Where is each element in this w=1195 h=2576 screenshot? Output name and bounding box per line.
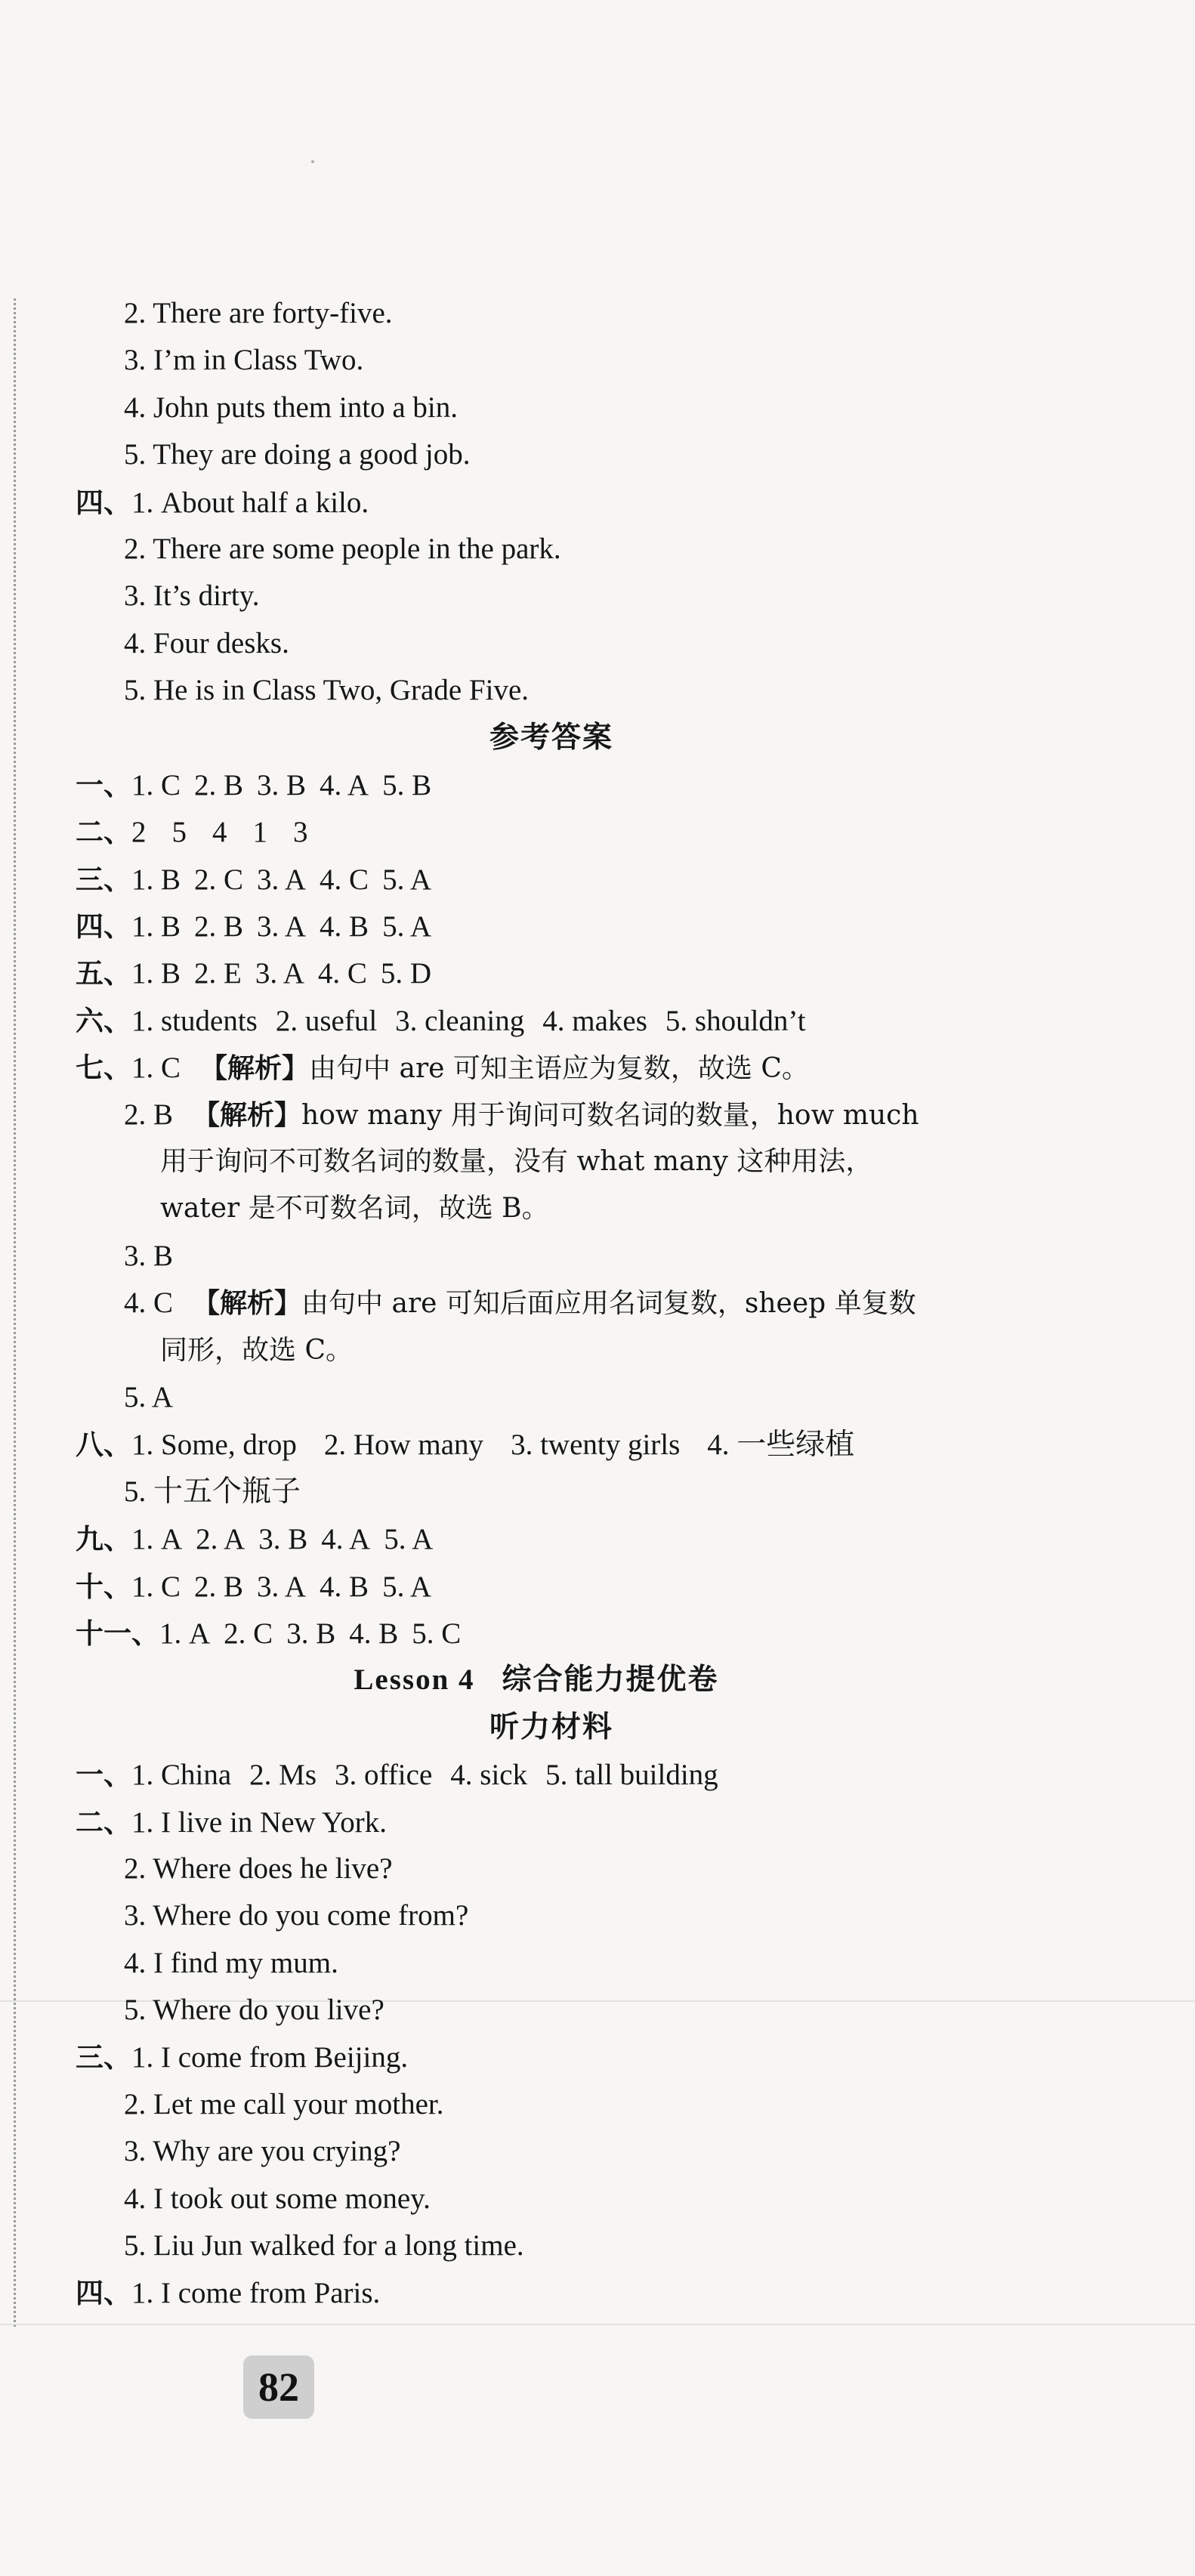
binding-margin-line <box>14 298 16 2327</box>
answer: 2. C <box>224 1617 273 1650</box>
answer-row <box>76 1563 1027 1610</box>
answer: 2. B <box>194 768 244 802</box>
answer: 3. twenty girls <box>511 1429 681 1462</box>
answer: 4. makes <box>542 1004 647 1037</box>
answer: 1. B <box>131 957 181 990</box>
analysis-tag: 【解析】 <box>200 1052 310 1085</box>
text-line: 3. It’s dirty. <box>124 579 260 613</box>
answer: 5. A <box>382 910 432 944</box>
answer: 2. C <box>194 863 244 896</box>
text: 1. I come from Paris. <box>131 2277 381 2310</box>
answer: 2. How many <box>323 1429 484 1462</box>
answer-row: 5. 十五个瓶子 <box>124 1475 301 1508</box>
answer: 5. C <box>412 1617 462 1650</box>
section-label: 八、 <box>76 1428 131 1462</box>
answer: 4. C <box>124 1286 174 1320</box>
answer: 4. sick <box>450 1759 528 1792</box>
answer: 3. A <box>255 957 304 990</box>
answer: 2 <box>131 816 147 849</box>
answer: 1. B <box>131 910 181 944</box>
text-line: 4. I find my mum. <box>124 1946 338 1979</box>
answer: 3. B <box>258 1523 308 1556</box>
answer-row <box>76 997 1027 1044</box>
text-line: 3. Where do you come from? <box>124 1899 469 1932</box>
answer: 3. B <box>286 1617 336 1650</box>
scan-mark <box>311 160 314 163</box>
text-line: 3. Why are you crying? <box>124 2135 401 2168</box>
text-line: 2. There are some people in the park. <box>124 532 561 565</box>
analysis-text: 同形，故选 C。 <box>160 1334 353 1366</box>
section-label: 七、 <box>76 1051 131 1085</box>
text-line: 2. There are forty-five. <box>124 297 393 329</box>
lesson-title: Lesson 4 <box>354 1663 475 1697</box>
answer: 1. students <box>131 1004 258 1037</box>
answer: 5. B <box>382 768 432 802</box>
answer: 1. C <box>131 768 181 802</box>
answer: 1 <box>252 816 267 849</box>
answer: 4. C <box>320 863 369 896</box>
text-line: 4. John puts them into a bin. <box>124 391 458 424</box>
text-line <box>76 2269 1027 2316</box>
answer: 2. A <box>196 1523 245 1556</box>
answer: 4. A <box>321 1523 371 1556</box>
text-line: 5. Liu Jun walked for a long time. <box>124 2229 524 2262</box>
answer: 4. 一些绿植 <box>707 1429 855 1462</box>
text: 1. About half a kilo. <box>131 486 369 519</box>
answer-row <box>76 1421 1027 1468</box>
analysis-text: 用于询问不可数名词的数量，没有 what many 这种用法， <box>160 1146 873 1178</box>
answer: 5. shouldn’t <box>665 1004 806 1037</box>
text-line: 3. I’m in Class Two. <box>124 344 364 377</box>
answer: 5 <box>171 816 187 849</box>
answer: 2. B <box>124 1098 174 1131</box>
answer: 1. Some, drop <box>131 1429 297 1462</box>
answer-row <box>76 856 1027 903</box>
analysis-text: how many 用于询问可数名词的数量，how much <box>301 1099 919 1131</box>
section-label: 五、 <box>76 956 131 990</box>
answer: 4. B <box>320 1570 369 1603</box>
text-line: 2. Let me call your mother. <box>124 2087 444 2120</box>
text-line <box>76 1799 1027 1846</box>
answer-row <box>76 808 1027 855</box>
text-line: 5. Where do you live? <box>124 1994 384 2027</box>
answer: 5. A <box>384 1523 434 1556</box>
lesson-subtitle: 综合能力提优卷 <box>502 1663 719 1697</box>
text-line: 5. He is in Class Two, Grade Five. <box>124 674 530 707</box>
text-line <box>76 2034 1027 2080</box>
answer: 4 <box>212 816 227 849</box>
analysis-tag: 【解析】 <box>193 1098 302 1131</box>
answer: 4. A <box>320 768 369 802</box>
answer: 3. office <box>335 1759 433 1792</box>
answers-title: 参考答案 <box>489 721 613 754</box>
answer: 3. A <box>257 863 307 896</box>
answer-key-content <box>76 290 1027 2317</box>
answer: 1. C <box>131 1052 181 1085</box>
answer-row: 5. A <box>124 1380 174 1413</box>
analysis-text: water 是不可数名词，故选 B。 <box>160 1193 549 1225</box>
answer: 5. tall building <box>545 1759 718 1792</box>
answer: 1. B <box>131 863 181 896</box>
answer: 5. D <box>380 957 432 990</box>
answer: 1. A <box>131 1523 183 1556</box>
answer: 1. A <box>159 1617 211 1650</box>
listening-title: 听力材料 <box>489 1710 613 1744</box>
answer: 4. B <box>320 910 369 944</box>
answer-row <box>76 1044 1027 1091</box>
section-label: 一、 <box>76 1758 131 1792</box>
section-label: 十、 <box>76 1569 131 1603</box>
answer: 2. B <box>194 1570 244 1603</box>
text: 1. I live in New York. <box>131 1805 387 1839</box>
analysis-text: 由句中 are 可知主语应为复数，故选 C。 <box>309 1053 809 1085</box>
page-number: 82 <box>243 2355 314 2419</box>
text-line: 4. Four desks. <box>124 626 289 659</box>
answer: 1. C <box>131 1570 181 1603</box>
section-label: 三、 <box>76 862 131 896</box>
answer: 2. Ms <box>249 1759 317 1792</box>
section-label: 十一、 <box>76 1616 159 1650</box>
answer-row: 3. B <box>124 1239 174 1272</box>
answer: 3. A <box>257 910 307 944</box>
answer: 3. B <box>257 768 307 802</box>
answer-row <box>76 1092 1027 1138</box>
answer: 5. A <box>382 1570 432 1603</box>
section-label: 三、 <box>76 2040 131 2074</box>
section-label: 四、 <box>76 2276 131 2310</box>
answer: 4. B <box>349 1617 399 1650</box>
answer-row <box>76 1751 1027 1798</box>
answer-row <box>76 1280 1027 1327</box>
answer: 3. cleaning <box>395 1004 525 1037</box>
answer-row <box>76 1515 1027 1562</box>
section-label: 四、 <box>76 485 131 519</box>
answer: 2. E <box>194 957 242 990</box>
analysis-text: 由句中 are 可知后面应用名词复数，sheep 单复数 <box>301 1288 916 1320</box>
section-label: 九、 <box>76 1522 131 1556</box>
answer: 3. A <box>257 1570 307 1603</box>
answer: 5. A <box>382 863 432 896</box>
section-label: 二、 <box>76 1805 131 1839</box>
text: 1. I come from Beijing. <box>131 2041 409 2074</box>
section-label: 四、 <box>76 910 131 944</box>
section-label: 六、 <box>76 1003 131 1037</box>
answer-row <box>76 761 1027 808</box>
text-line: 4. I took out some money. <box>124 2182 431 2215</box>
answer: 2. B <box>194 910 244 944</box>
answer: 2. useful <box>275 1004 378 1037</box>
analysis-tag: 【解析】 <box>193 1287 302 1320</box>
text-line <box>76 479 1027 526</box>
section-label: 一、 <box>76 768 131 802</box>
answer: 1. China <box>131 1759 232 1792</box>
section-label: 二、 <box>76 815 131 849</box>
text-line: 2. Where does he live? <box>124 1852 393 1885</box>
answer-row <box>76 950 1027 996</box>
answer: 4. C <box>317 957 367 990</box>
page-bottom-divider <box>0 2324 1195 2325</box>
lesson-heading <box>45 1657 1027 1703</box>
answer: 3 <box>293 816 308 849</box>
text-line: 5. They are doing a good job. <box>124 438 471 471</box>
answer-row <box>76 1610 1027 1657</box>
answer-row <box>76 903 1027 950</box>
